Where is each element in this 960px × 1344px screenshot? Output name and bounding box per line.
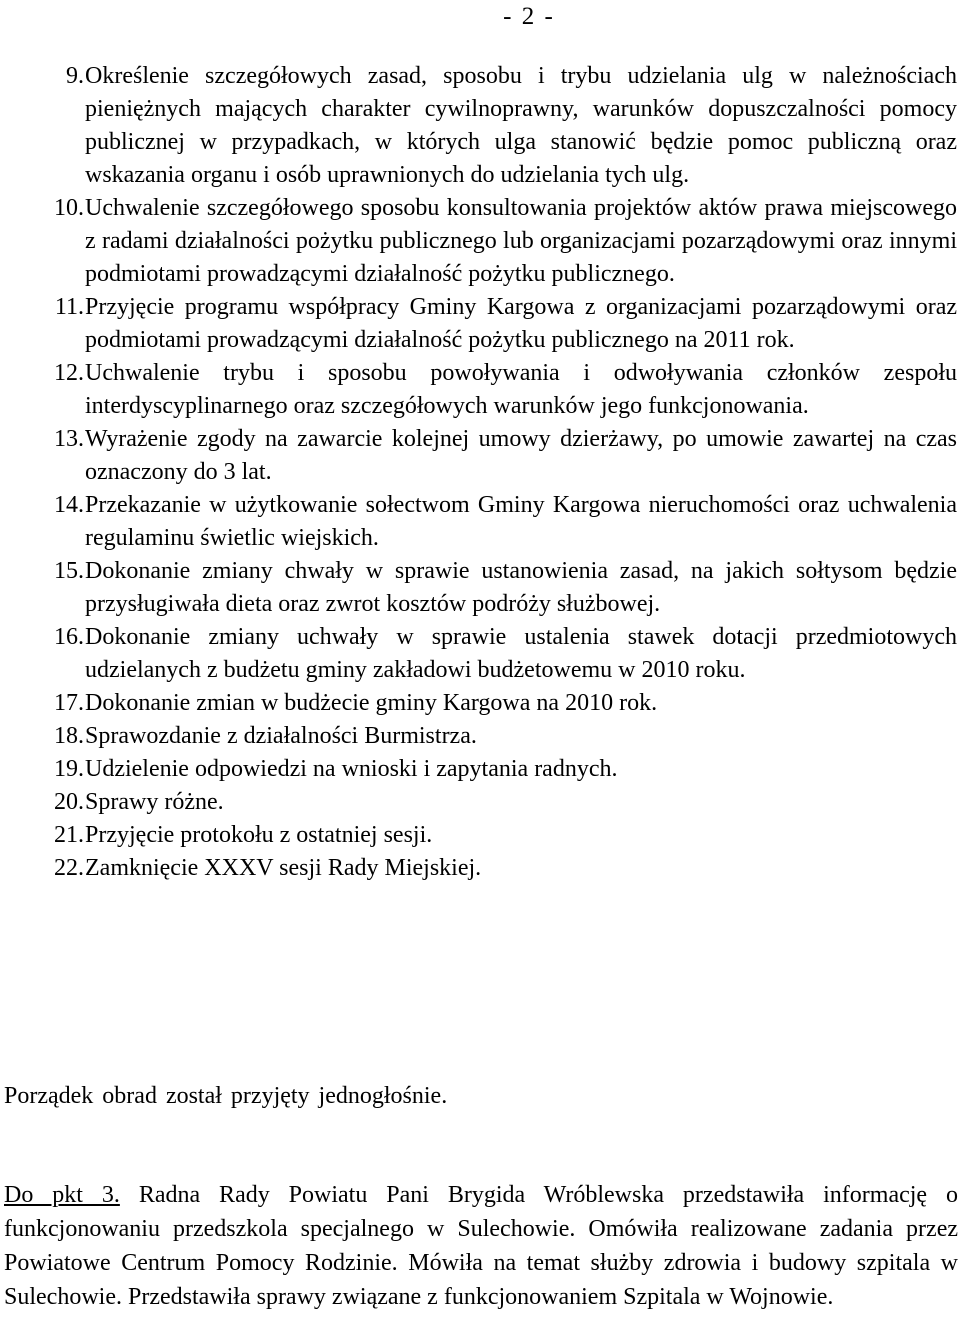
- agenda-item-text: Uchwalenie trybu i sposobu powoływania i odwoływania członków zespołu interdyscyplinarnego oraz szczegółowych warunków jego funkcjonowania.: [85, 360, 957, 419]
- section-label: Do pkt 3.: [4, 1182, 120, 1208]
- agenda-item-text: Wyrażenie zgody na zawarcie kolejnej umowy dzierżawy, po umowie zawartej na czas oznaczony do 3 lat.: [85, 426, 957, 485]
- agenda-item-13: [0, 423, 960, 489]
- agenda-item-number: 12.: [54, 360, 84, 386]
- agenda-item-text: Udzielenie odpowiedzi na wnioski i zapytania radnych.: [85, 756, 618, 782]
- agenda-item-text: Dokonanie zmiany chwały w sprawie ustanowienia zasad, na jakich sołtysom będzie przysługiwała dieta oraz zwrot kosztów podróży służbowej.: [85, 558, 957, 617]
- agenda-item-21: [0, 819, 960, 852]
- agenda-item-number: 20.: [54, 789, 84, 815]
- agenda-item-text: Przyjęcie programu współpracy Gminy Kargowa z organizacjami pozarządowymi oraz podmiotami prowadzącymi działalność pożytku publicznego na 2011 rok.: [85, 294, 957, 353]
- agenda-item-22: [0, 852, 960, 885]
- agenda-item-text: Dokonanie zmian w budżecie gminy Kargowa na 2010 rok.: [85, 690, 658, 716]
- agenda-list: [0, 60, 960, 885]
- agenda-item-text: Przyjęcie protokołu z ostatniej sesji.: [85, 822, 433, 848]
- agenda-item-text: Dokonanie zmiany uchwały w sprawie ustalenia stawek dotacji przedmiotowych udzielanych z budżetu gminy zakładowi budżetowemu w 2010 roku.: [85, 624, 957, 683]
- agenda-item-text: Zamknięcie XXXV sesji Rady Miejskiej.: [85, 855, 482, 881]
- agenda-item-9: [0, 60, 960, 192]
- agenda-item-number: 21.: [54, 822, 84, 848]
- agenda-item-number: 13.: [54, 426, 84, 452]
- agenda-item-text: Przekazanie w użytkowanie sołectwom Gminy Kargowa nieruchomości oraz uchwalenia regulaminu świetlic wiejskich.: [85, 492, 957, 551]
- agenda-item-number: 14.: [54, 492, 84, 518]
- agenda-item-10: [0, 192, 960, 291]
- agenda-item-18: [0, 720, 960, 753]
- section-text: Radna Rady Powiatu Pani Brygida Wróblewska przedstawiła informację o funkcjonowaniu przedszkola specjalnego w Sulechowie. Omówiła realizowane zadania przez Powiatowe Centrum Pomocy Rodzinie. Mówiła na temat służby zdrowia i budowy szpitala w Sulechowie. Przedstawiła sprawy związane z funkcjonowaniem Szpitala w Wojnowie.: [4, 1182, 959, 1310]
- agenda-item-number: 15.: [54, 558, 84, 584]
- agenda-item-text: Uchwalenie szczegółowego sposobu konsultowania projektów aktów prawa miejscowego z radami działalności pożytku publicznego lub organizacjami pozarządowymi oraz innymi podmiotami prowadzącymi działalność pożytku publicznego.: [85, 195, 957, 287]
- agenda-item-number: 10.: [54, 195, 84, 221]
- agenda-item-12: [0, 357, 960, 423]
- agenda-item-11: [0, 291, 960, 357]
- agenda-item-text: Sprawy różne.: [85, 789, 224, 815]
- agenda-item-16: [0, 621, 960, 687]
- agenda-item-number: 9.: [66, 63, 84, 89]
- agenda-item-number: 19.: [54, 756, 84, 782]
- agenda-item-20: [0, 786, 960, 819]
- agenda-item-number: 22.: [54, 855, 84, 881]
- page-number: - 2 -: [503, 3, 555, 30]
- agenda-item-14: [0, 489, 960, 555]
- agenda-item-15: [0, 555, 960, 621]
- agenda-item-text: Określenie szczegółowych zasad, sposobu i trybu udzielania ulg w należnościach pieniężnych mających charakter cywilnoprawny, warunków dopuszczalności pomocy publicznej w przypadkach, w których ulga stanowić będzie pomoc publiczną oraz wskazania organu i osób uprawnionych do udzielania tych ulg.: [85, 63, 957, 188]
- agenda-item-number: 18.: [54, 723, 84, 749]
- agenda-adoption-note: Porządek obrad został przyjęty jednogłośnie.: [4, 1083, 448, 1109]
- agenda-item-19: [0, 753, 960, 786]
- section-pkt-3: [4, 1178, 958, 1314]
- agenda-item-number: 17.: [54, 690, 84, 716]
- agenda-item-17: [0, 687, 960, 720]
- agenda-item-number: 11.: [54, 294, 84, 320]
- agenda-item-number: 16.: [54, 624, 84, 650]
- agenda-item-text: Sprawozdanie z działalności Burmistrza.: [85, 723, 477, 749]
